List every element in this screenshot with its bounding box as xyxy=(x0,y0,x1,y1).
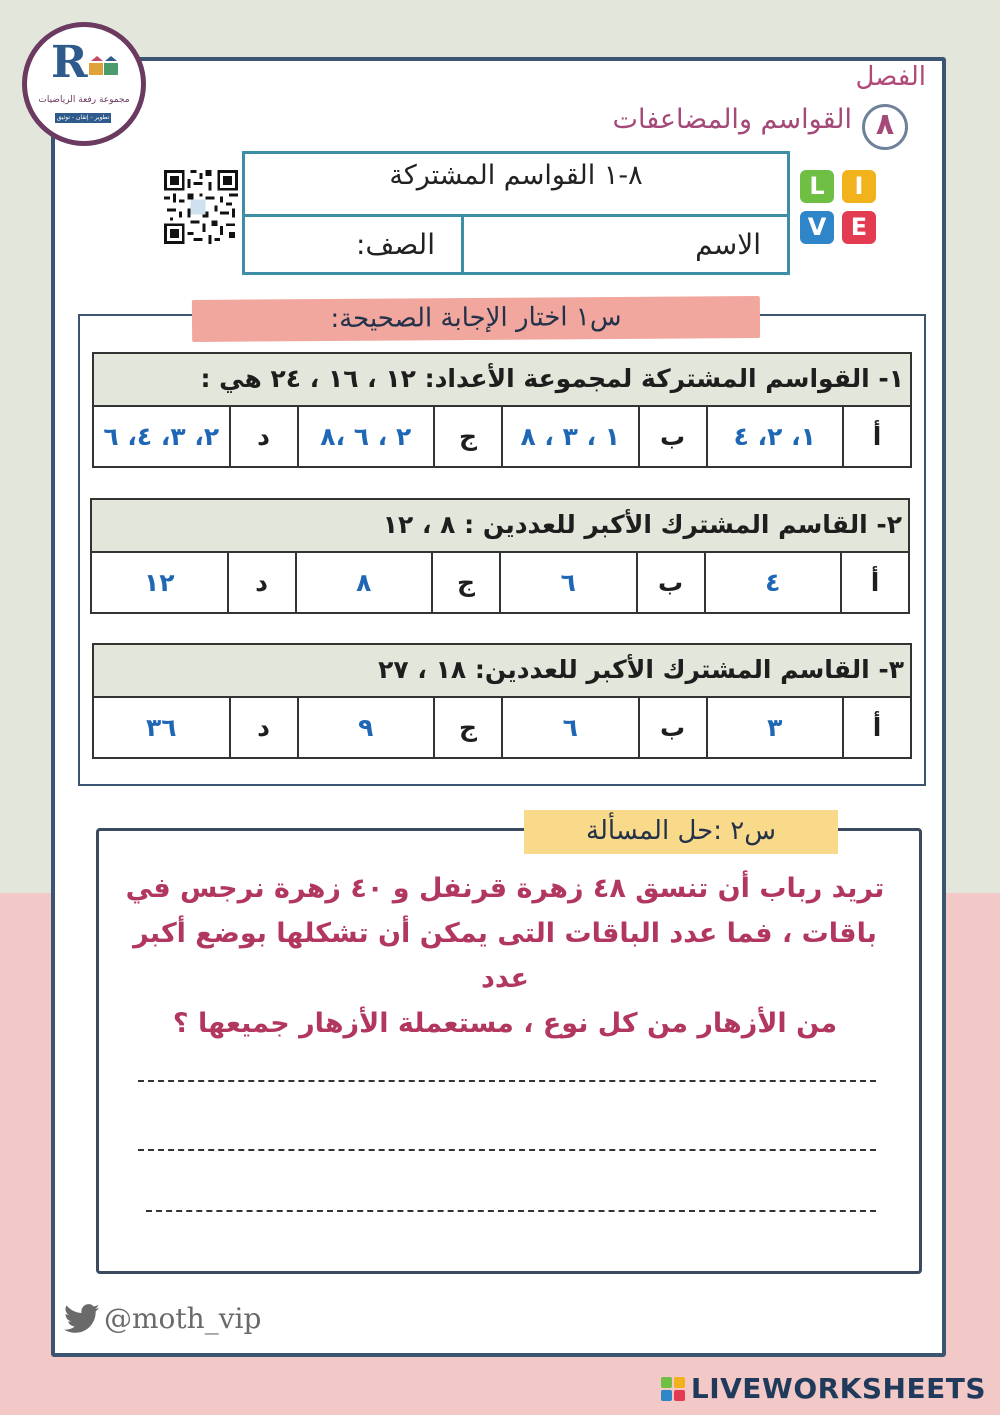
section2-title: س٢ :حل المسألة xyxy=(524,810,838,854)
name-field[interactable]: الاسم xyxy=(695,228,761,261)
lesson-header-box xyxy=(242,151,790,275)
question-stem: ٣- القاسم المشترك الأكبر للعددين: ١٨ ، ٢٧ xyxy=(94,645,910,698)
chapter-label: الفصل xyxy=(855,62,926,92)
option-c[interactable]: ٨ xyxy=(295,553,432,612)
logo-letter: R xyxy=(51,37,88,88)
problem-line: من الأزهار من كل نوع ، مستعملة الأزهار جميعها ؟ xyxy=(172,1008,838,1039)
option-letter-d: د xyxy=(227,553,295,612)
question-stem: ١- القواسم المشتركة لمجموعة الأعداد: ١٢ ، ١٦ ، ٢٤ هي : xyxy=(94,354,910,407)
option-letter-c: ج xyxy=(431,553,499,612)
option-letter-a: أ xyxy=(840,553,908,612)
header-divider xyxy=(461,216,464,272)
question-1 xyxy=(92,352,912,468)
option-a[interactable]: ٣ xyxy=(706,698,843,757)
option-b[interactable]: ١ ، ٣ ، ٨ xyxy=(501,407,638,466)
live-tile-e: E xyxy=(842,211,876,244)
option-letter-c: ج xyxy=(433,407,501,466)
section1-title: س١ اختار الإجابة الصحيحة: xyxy=(192,296,760,342)
lesson-title: ٨-١ القواسم المشتركة xyxy=(389,160,643,191)
liveworksheets-brand xyxy=(661,1372,986,1405)
option-letter-d: د xyxy=(229,698,297,757)
option-b[interactable]: ٦ xyxy=(501,698,638,757)
handle-text: @moth_vip xyxy=(104,1302,262,1335)
answer-line-1[interactable] xyxy=(138,1080,876,1082)
question-2 xyxy=(90,498,910,614)
answer-line-3[interactable] xyxy=(146,1210,876,1212)
chapter-title: القواسم والمضاعفات xyxy=(612,104,852,135)
option-letter-b: ب xyxy=(638,698,706,757)
problem-line: تريد رباب أن تنسق ٤٨ زهرة قرنفل و ٤٠ زهرة نرجس في xyxy=(125,873,885,904)
live-tile-v: V xyxy=(800,211,834,244)
option-b[interactable]: ٦ xyxy=(499,553,636,612)
qr-code-icon xyxy=(164,170,238,244)
option-a[interactable]: ٤ xyxy=(704,553,841,612)
books-icon xyxy=(87,55,121,77)
option-a[interactable]: ١، ٢، ٤ xyxy=(706,407,843,466)
option-d[interactable]: ٢، ٣، ٤، ٦ xyxy=(103,422,220,451)
option-letter-d: د xyxy=(229,407,297,466)
option-d[interactable]: ١٢ xyxy=(143,568,175,597)
live-logo xyxy=(800,170,878,246)
logo-tagline: تطوير - إتقان - توثيق xyxy=(56,114,110,121)
brand-text: LIVEWORKSHEETS xyxy=(690,1372,986,1405)
option-letter-c: ج xyxy=(433,698,501,757)
option-letter-a: أ xyxy=(842,698,910,757)
logo-text: مجموعة رفعة الرياضيات xyxy=(38,95,130,105)
question-stem: ٢- القاسم المشترك الأكبر للعددين : ٨ ، ١٢ xyxy=(92,500,908,553)
liveworksheets-logo-icon xyxy=(661,1377,685,1401)
question-3 xyxy=(92,643,912,759)
option-c[interactable]: ٩ xyxy=(297,698,434,757)
problem-text xyxy=(106,866,904,1046)
twitter-handle xyxy=(64,1302,261,1335)
problem-line: باقات ، فما عدد الباقات التى يمكن أن تشكلها بوضع أكبر عدد xyxy=(133,918,877,994)
option-letter-b: ب xyxy=(636,553,704,612)
chapter-number: ٨ xyxy=(862,104,908,150)
options-row xyxy=(92,553,908,612)
option-d[interactable]: ٣٦ xyxy=(145,713,177,742)
option-c[interactable]: ٢ ، ٦ ،٨ xyxy=(297,407,434,466)
options-row xyxy=(94,407,910,466)
options-row xyxy=(94,698,910,757)
answer-line-2[interactable] xyxy=(138,1149,876,1151)
live-tile-l: L xyxy=(800,170,834,203)
live-tile-i: I xyxy=(842,170,876,203)
grade-field[interactable]: الصف: xyxy=(355,228,435,261)
lesson-title-row xyxy=(245,154,787,217)
option-letter-b: ب xyxy=(638,407,706,466)
twitter-icon xyxy=(64,1304,100,1334)
group-logo xyxy=(22,22,146,146)
option-letter-a: أ xyxy=(842,407,910,466)
